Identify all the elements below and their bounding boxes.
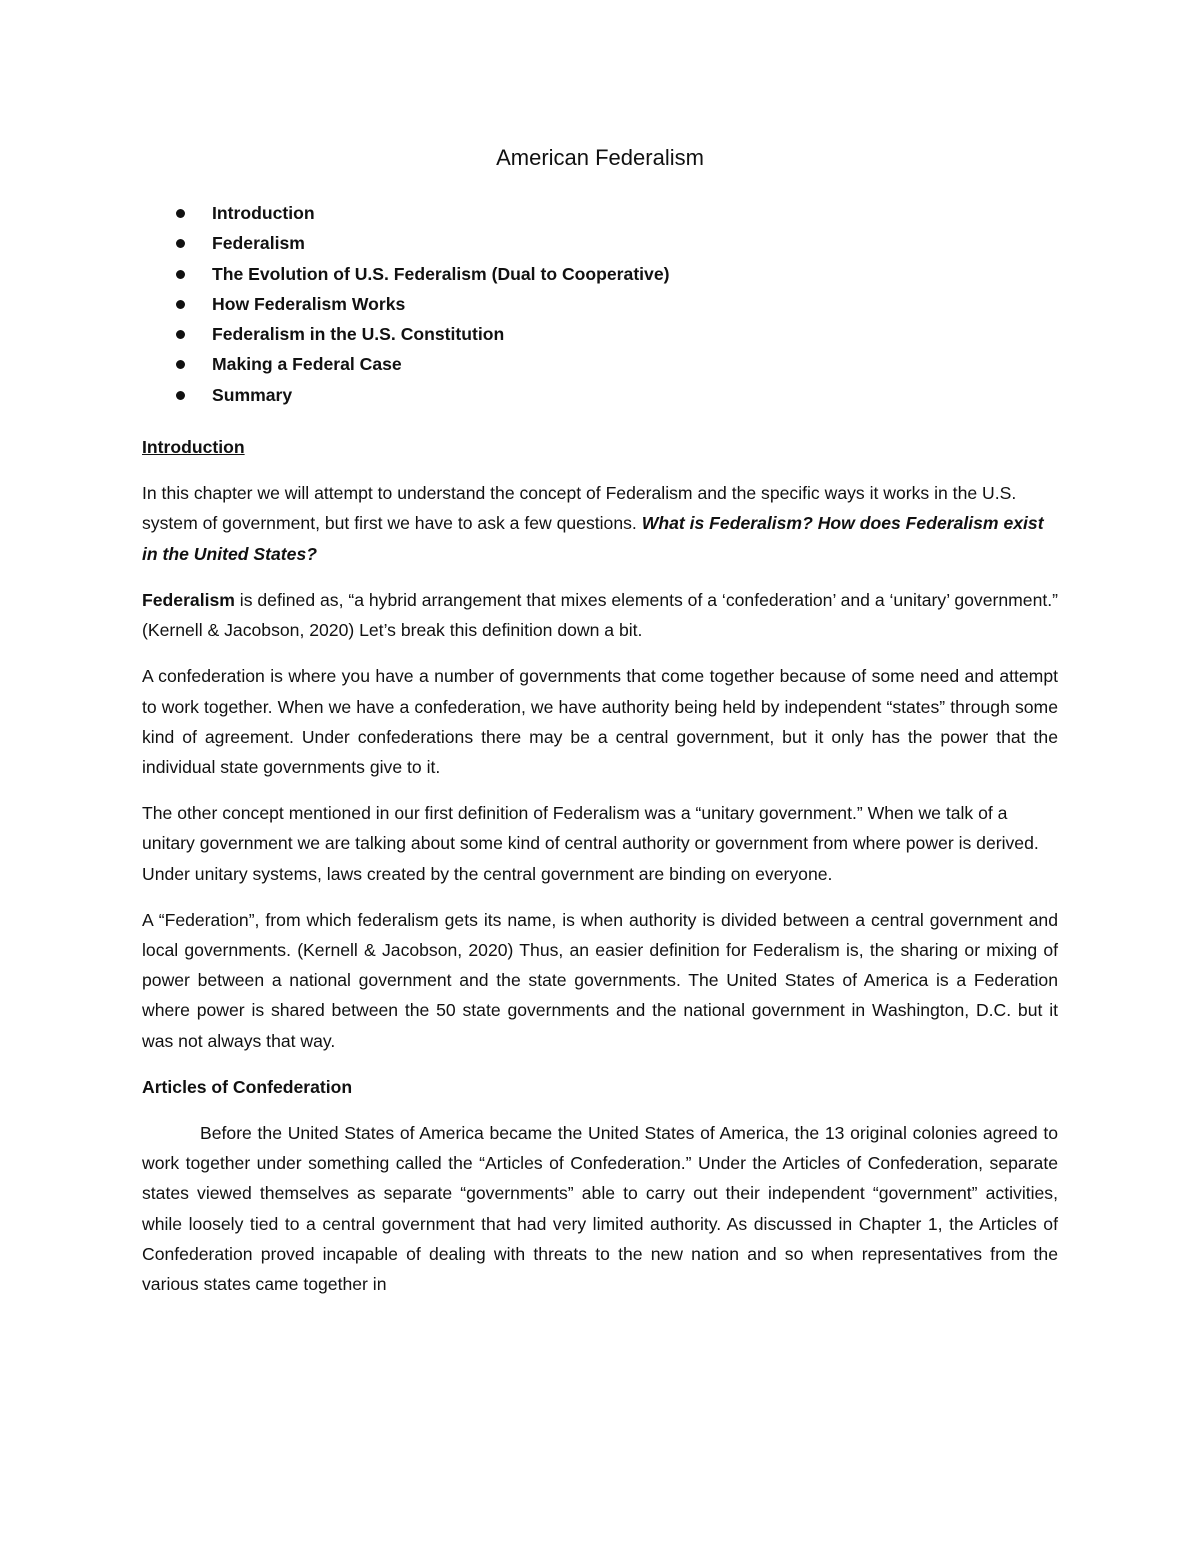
articles-heading: Articles of Confederation (142, 1076, 353, 1097)
topic-label: How Federalism Works (212, 293, 406, 314)
unitary-paragraph: The other concept mentioned in our first definition of Federalism was a “unitary government.” When we talk of a unitary government we are talking about some kind of central authority or government from where power is derived. Under unitary systems, laws created by the central government are binding on everyone. (142, 803, 1039, 884)
topic-label: Introduction (212, 203, 315, 223)
bullet-icon (176, 300, 185, 309)
definition-paragraph (142, 585, 1058, 645)
topic-list-item (142, 289, 1058, 319)
topic-list-item (142, 198, 1058, 228)
intro-questions: What is Federalism? How does Federalism exist in the United States? (142, 513, 1044, 564)
topic-label: Federalism in the U.S. Constitution (212, 324, 505, 345)
topic-list-item (142, 228, 1058, 258)
topic-label: Summary (212, 384, 293, 405)
bullet-icon (176, 270, 185, 279)
topic-label: Federalism (212, 233, 305, 254)
document-title: American Federalism (496, 145, 704, 170)
confederation-paragraph: A confederation is where you have a number of governments that come together because of some need and attempt to work together. When we have a confederation, we have authority being held by independent “states” through some kind of agreement. Under confederations there may be a central government, but it only has the power that the individual state governments give to it. (142, 666, 1058, 777)
defined-term: Federalism (142, 589, 235, 610)
bullet-icon (176, 360, 185, 369)
topic-label: The Evolution of U.S. Federalism (Dual to Cooperative) (212, 263, 670, 284)
federation-paragraph: A “Federation”, from which federalism gets its name, is when authority is divided between a central government and local governments. (Kernell & Jacobson, 2020) Thus, an easier definition for Federalism is, the sharing or mixing of power between a national government and the state governments. The United States of America is a Federation where power is shared between the 50 state governments and the national government in Washington, D.C. but it was not always that way. (142, 909, 1058, 1051)
bullet-icon (176, 209, 185, 218)
bullet-icon (176, 391, 185, 400)
bullet-icon (176, 239, 185, 248)
topic-label: Making a Federal Case (212, 354, 402, 375)
document-body (142, 140, 1058, 1315)
intro-paragraph-1 (142, 478, 1058, 569)
definition-text: is defined as, “a hybrid arrangement that mixes elements of a ‘confederation’ and a ‘unitary’ government.” (Kernell & Jacobson, 2020) Let’s break this definition down a bit. (142, 589, 1059, 641)
bullet-icon (176, 330, 185, 339)
topic-list-item (142, 349, 1058, 379)
intro-paragraph-1-text: In this chapter we will attempt to understand the concept of Federalism and the specific ways it works in the U.S. system of government, but first we have to ask a few questions. (142, 483, 1017, 534)
articles-paragraph: Before the United States of America became the United States of America, the 13 original colonies agreed to work together under something called the “Articles of Confederation.” Under the Articles of Confederation, separate states viewed themselves as separate “governments” able to carry out their independent “government” activities, while loosely tied to a central government that had very limited authority. As discussed in Chapter 1, the Articles of Confederation proved incapable of dealing with threats to the new nation and so when representatives from the various states came together in (142, 1122, 1058, 1294)
introduction-heading: Introduction (142, 437, 245, 458)
topic-list-item (142, 319, 1058, 349)
topic-list (142, 198, 1058, 410)
topic-list-item (142, 259, 1058, 289)
topic-list-item (142, 380, 1058, 410)
